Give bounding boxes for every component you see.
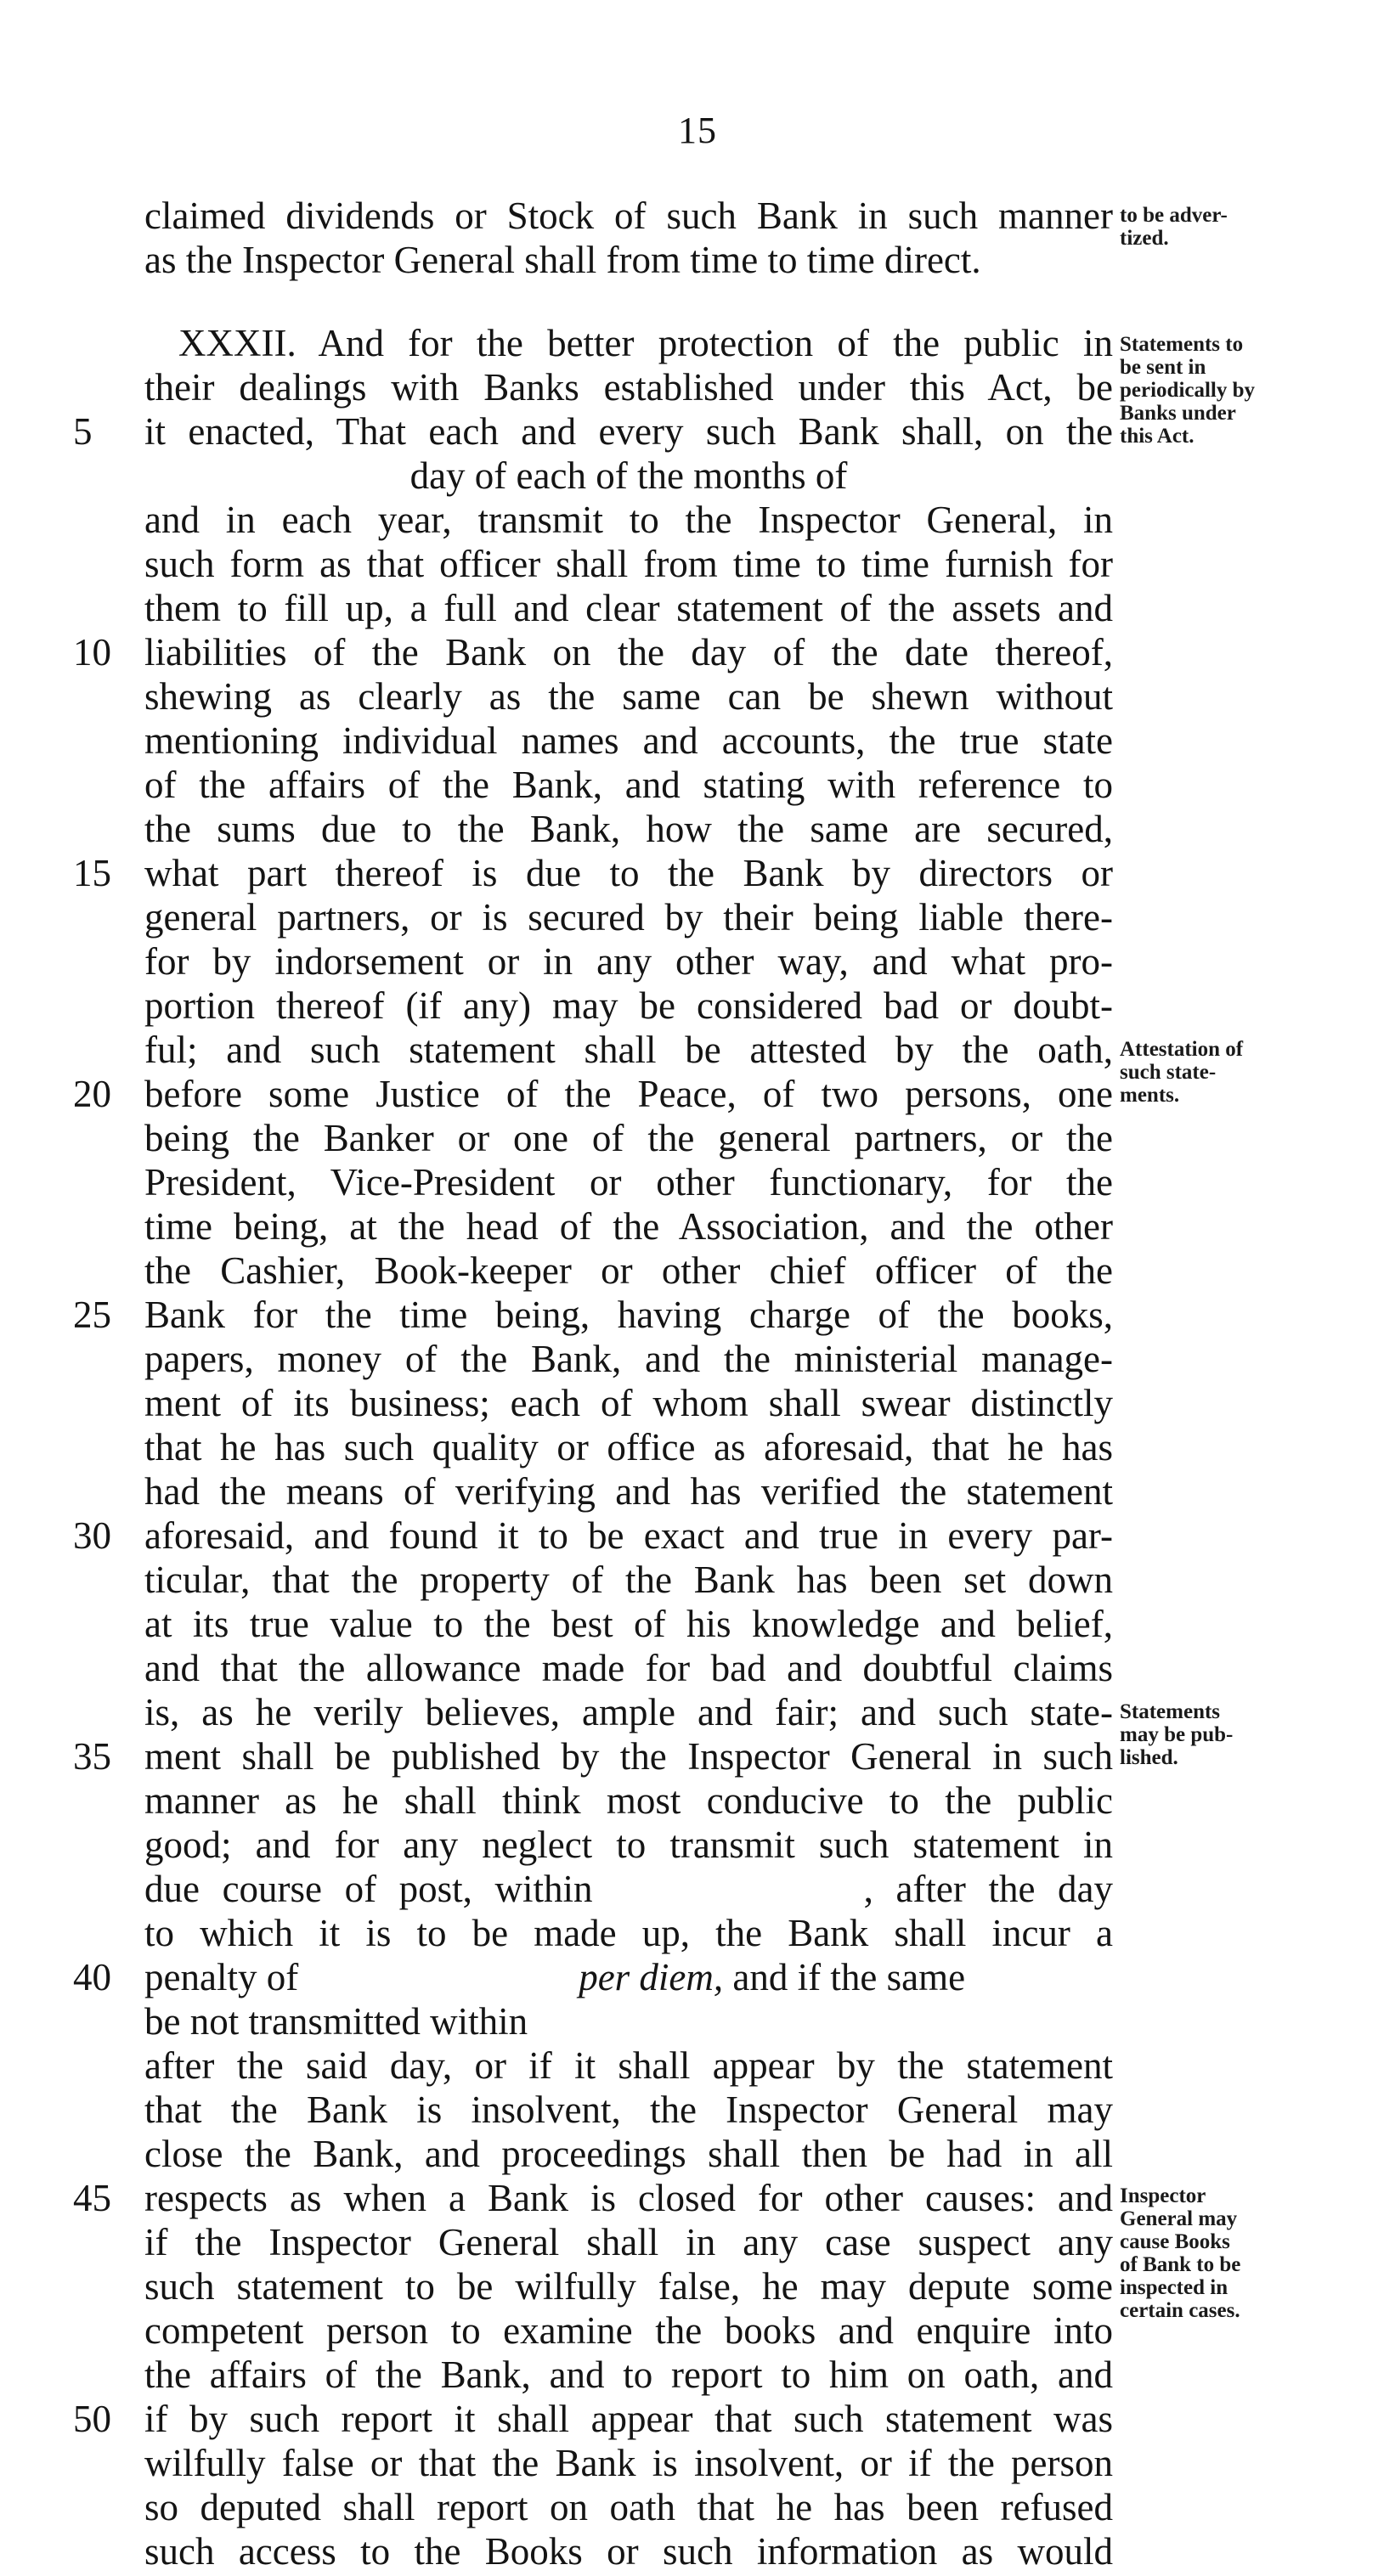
text-line: if by such report it shall appear that such statement was xyxy=(144,2398,1113,2440)
text-line: wilfully false or that the Bank is insolvent, or if the person xyxy=(144,2442,1113,2484)
margin-note-line: this Act. xyxy=(1120,425,1195,448)
text-line: their dealings with Banks established under this Act, be xyxy=(144,366,1113,409)
text-line: such form as that officer shall from time to time furnish for xyxy=(144,543,1113,585)
margin-note xyxy=(1120,204,1375,250)
text-line: had the means of verifying and has verified the statement xyxy=(144,1470,1113,1513)
margin-note-line: Statements to xyxy=(1120,333,1244,356)
margin-note-line: of Bank to be xyxy=(1120,2253,1241,2276)
line-number: 15 xyxy=(73,852,111,894)
text-line xyxy=(144,1955,1113,1999)
text-line: portion thereof (if any) may be considered bad or doubt- xyxy=(144,984,1113,1027)
text-line: close the Bank, and proceedings shall then be had in all xyxy=(144,2133,1113,2175)
margin-note-line: such state- xyxy=(1120,1061,1217,1084)
margin-note-line: Inspector xyxy=(1120,2184,1206,2207)
text-line: it enacted, That each and every such Bank shall, on the xyxy=(144,410,1113,453)
text-line: and in each year, transmit to the Inspector General, in xyxy=(144,499,1113,541)
text-line: that the Bank is insolvent, the Inspector General may xyxy=(144,2088,1113,2131)
text-line: if the Inspector General shall in any case suspect any xyxy=(144,2221,1113,2263)
text-line: ful; and such statement shall be attested by the oath, xyxy=(144,1029,1113,1071)
text-line: claimed dividends or Stock of such Bank in such manner xyxy=(144,194,1113,237)
text-line: the sums due to the Bank, how the same are secured, xyxy=(144,808,1113,850)
line-number: 45 xyxy=(73,2177,111,2219)
text-line: general partners, or is secured by their being liable there- xyxy=(144,896,1113,939)
margin-note-line: to be adver- xyxy=(1120,204,1228,227)
text-line: after the said day, or if it shall appear by the statement xyxy=(144,2044,1113,2087)
line-number: 10 xyxy=(73,631,111,674)
margin-note xyxy=(1120,1700,1375,1769)
margin-note-line: be sent in xyxy=(1120,356,1206,379)
text-line: liabilities of the Bank on the day of the date thereof, xyxy=(144,631,1113,674)
text-line: that he has such quality or office as aforesaid, that he has xyxy=(144,1426,1113,1468)
margin-note xyxy=(1120,333,1375,448)
text-line: of the affairs of the Bank, and stating with reference to xyxy=(144,764,1113,806)
text-line: what part thereof is due to the Bank by directors or xyxy=(144,852,1113,894)
text-line: the affairs of the Bank, and to report to him on oath, and xyxy=(144,2353,1113,2396)
text-line: ment of its business; each of whom shall swear distinctly xyxy=(144,1382,1113,1424)
margin-note-line: may be pub- xyxy=(1120,1723,1234,1746)
text-line: President, Vice-President or other functionary, for the xyxy=(144,1161,1113,1203)
text-line: shewing as clearly as the same can be shewn without xyxy=(144,675,1113,718)
text-line-tail: and if the same xyxy=(723,1956,966,1998)
margin-note-line: Banks under xyxy=(1120,402,1236,425)
text-line: competent person to examine the books and enquire into xyxy=(144,2309,1113,2352)
text-line: time being, at the head of the Association, and the other xyxy=(144,1205,1113,1248)
text-line: to which it is to be made up, the Bank shall incur a xyxy=(144,1912,1113,1954)
text-line: so deputed shall report on oath that he has been refused xyxy=(144,2486,1113,2528)
margin-note-line: Statements xyxy=(1120,1700,1221,1723)
text-line: them to fill up, a full and clear statement of the assets and xyxy=(144,587,1113,629)
text-line: such statement to be wilfully false, he may depute some xyxy=(144,2265,1113,2308)
margin-note-line: certain cases. xyxy=(1120,2299,1240,2322)
text-line: ment shall be published by the Inspector General in such xyxy=(144,1735,1113,1778)
margin-note-line: inspected in xyxy=(1120,2276,1228,2299)
text-line: be not transmitted within xyxy=(144,2000,528,2043)
text-line-lead: penalty of xyxy=(144,1956,299,1998)
margin-note-line: periodically by xyxy=(1120,379,1256,402)
text-line: day of each of the months of xyxy=(409,454,848,497)
text-line: mentioning individual names and accounts, the true state xyxy=(144,719,1113,762)
text-line: XXXII. And for the better protection of the public in xyxy=(178,322,1113,364)
text-line: at its true value to the best of his knowledge and belief, xyxy=(144,1603,1113,1645)
text-line: papers, money of the Bank, and the ministerial manage- xyxy=(144,1338,1113,1380)
margin-note xyxy=(1120,2184,1375,2322)
text-line: before some Justice of the Peace, of two persons, one xyxy=(144,1073,1113,1115)
text-line: manner as he shall think most conducive to the public xyxy=(144,1779,1113,1822)
margin-note xyxy=(1120,1038,1375,1107)
text-line: aforesaid, and found it to be exact and true in every par- xyxy=(144,1514,1113,1557)
line-number: 20 xyxy=(73,1073,111,1115)
line-number: 40 xyxy=(73,1956,111,1998)
margin-note-line: lished. xyxy=(1120,1746,1178,1769)
line-number: 25 xyxy=(73,1294,111,1336)
text-line: such access to the Books or such information as would xyxy=(144,2530,1113,2573)
line-number: 35 xyxy=(73,1735,111,1778)
line-number: 50 xyxy=(73,2398,111,2440)
text-line: Bank for the time being, having charge of the books, xyxy=(144,1294,1113,1336)
margin-note-line: tized. xyxy=(1120,227,1169,250)
text-line: being the Banker or one of the general partners, or the xyxy=(144,1117,1113,1159)
text-line: the Cashier, Book-keeper or other chief officer of the xyxy=(144,1249,1113,1292)
text-line: due course of post, within , after the day xyxy=(144,1868,1113,1910)
margin-note-line: General may xyxy=(1120,2207,1238,2230)
text-line: ticular, that the property of the Bank has been set down xyxy=(144,1559,1113,1601)
line-number: 5 xyxy=(73,410,93,453)
text-line-italic: per diem, xyxy=(579,1956,724,1998)
text-line: respects as when a Bank is closed for other causes: and xyxy=(144,2177,1113,2219)
margin-note-line: cause Books xyxy=(1120,2230,1230,2253)
text-line: for by indorsement or in any other way, and what pro- xyxy=(144,940,1113,983)
text-line: as the Inspector General shall from time to time direct. xyxy=(144,239,981,281)
text-line: and that the allowance made for bad and doubtful claims xyxy=(144,1647,1113,1689)
text-line: good; and for any neglect to transmit such statement in xyxy=(144,1823,1113,1866)
text-line: is, as he verily believes, ample and fair; and such state- xyxy=(144,1691,1113,1733)
margin-note-line: ments. xyxy=(1120,1084,1180,1107)
margin-note-line: Attestation of xyxy=(1120,1038,1244,1061)
line-number: 30 xyxy=(73,1514,111,1557)
page-number: 15 xyxy=(678,110,717,151)
